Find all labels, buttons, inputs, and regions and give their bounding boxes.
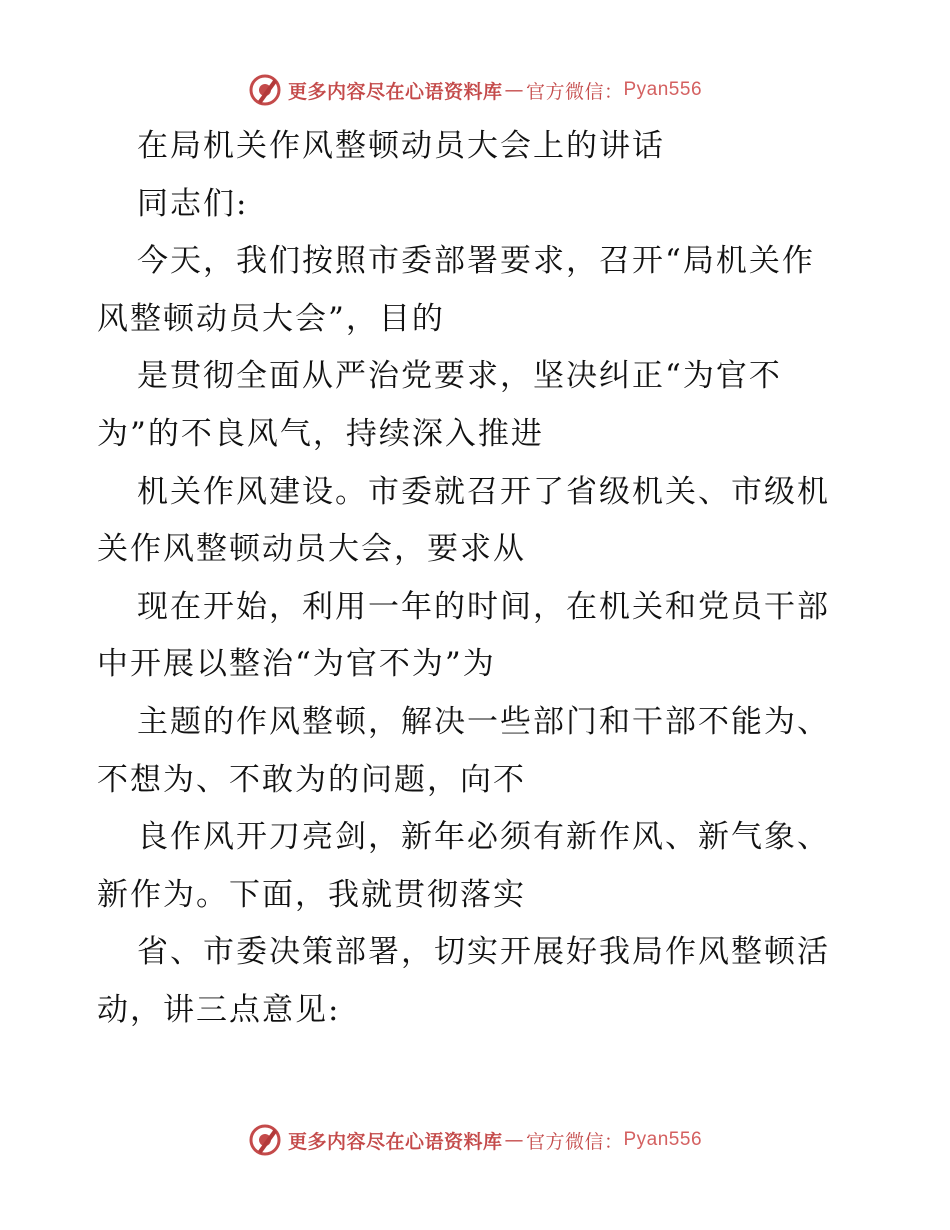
watermark-wechat-label: 官方微信： [525, 1130, 624, 1153]
text-line: 省、市委决策部署，切实开展好我局作风整顿活 [137, 934, 830, 971]
text-line: 现在开始，利用一年的时间，在机关和党员干部 [137, 588, 830, 625]
watermark-separator: — [504, 79, 524, 101]
watermark-wechat-label: 官方微信： [525, 80, 624, 103]
text-line: 机关作风建设。市委就召开了省级机关、市级机 [137, 473, 830, 510]
watermark-separator: — [504, 1129, 524, 1151]
text-line: 今天，我们按照市委部署要求，召开“局机关作 [137, 243, 815, 280]
text-line: 新作为。下面，我就贯彻落实 [97, 876, 526, 913]
footer-watermark [0, 1120, 950, 1160]
text-line: 良作风开刀亮剑，新年必须有新作风、新气象、 [137, 819, 830, 856]
text-line: 同志们: [137, 185, 249, 222]
text-line: 动，讲三点意见: [97, 991, 341, 1028]
text-line: 为”的不良风气，持续深入推进 [97, 415, 544, 452]
text-line: 是贯彻全面从严治党要求，坚决纠正“为官不 [137, 358, 782, 395]
document-body [97, 118, 857, 1040]
header-watermark [0, 70, 950, 110]
text-line: 不想为、不敢为的问题，向不 [97, 761, 526, 798]
pen-logo-icon [248, 73, 282, 107]
text-line: 关作风整顿动员大会，要求从 [97, 531, 526, 568]
watermark-brand: 更多内容尽在心语资料库 [287, 80, 503, 103]
text-line: 主题的作风整顿，解决一些部门和干部不能为、 [137, 703, 830, 740]
pen-logo-icon [248, 1123, 282, 1157]
watermark-handle: Pyan556 [623, 1129, 703, 1150]
text-line: 风整顿动员大会”，目的 [97, 300, 445, 337]
text-line: 中开展以整治“为官不为”为 [97, 646, 496, 683]
watermark-brand: 更多内容尽在心语资料库 [287, 1130, 503, 1153]
document-title: 在局机关作风整顿动员大会上的讲话 [137, 128, 665, 164]
watermark-handle: Pyan556 [623, 79, 703, 100]
